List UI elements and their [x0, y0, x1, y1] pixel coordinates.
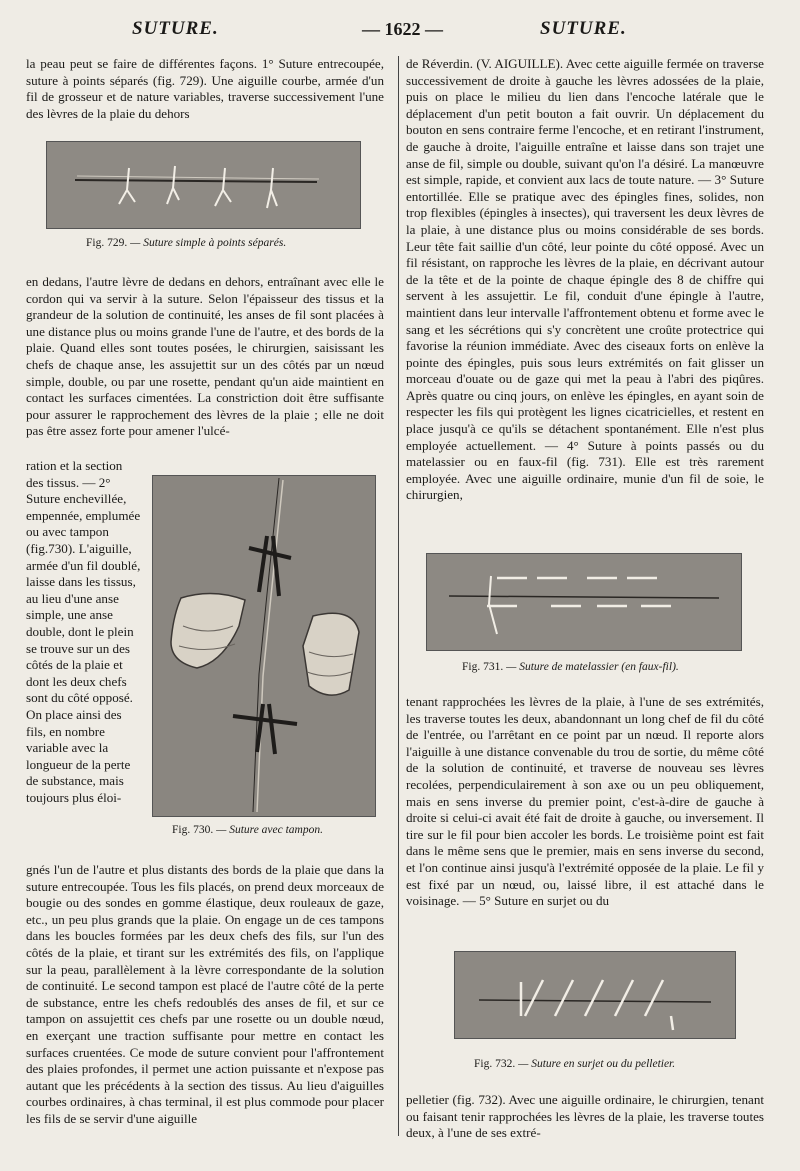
figure-729-number: Fig. 729. — [86, 237, 128, 249]
running-header — [0, 18, 800, 44]
figure-729-illustration — [46, 141, 361, 229]
header-left-title: SUTURE. — [132, 18, 219, 39]
col2-paragraph-3 — [406, 1092, 764, 1142]
figure-732-illustration — [454, 951, 736, 1039]
figure-732-caption-text: — Suture en surjet ou du pelletier. — [518, 1058, 676, 1070]
figure-731-number: Fig. 731. — [462, 661, 504, 673]
col1-text-4: gnés l'un de l'autre et plus distants des bords de la plaie que dans la suture entrecoupée. Tous les fils placés, on prend deux morceaux de bougie ou des sondes en gomme élastique, deux rouleaux de gaze, etc., un peu plus grands que la plaie. On engage un de ces tampons dans les boucles formées par les deux chefs des fils, sur l'un des côtés de la plaie, et tirant sur les extrémités des fils, on l'applique sur la peau, parallèlement à la lèvre correspondante de la solution de continuité. Le second tampon est placé de l'autre côté de la perte de substance, entre les chefs redoublés des anses de fil, et sur ce tampon on assujettit ces chefs par une rosette ou un double nœud, en exerçant une traction suffisante pour mettre en contact les surfaces cruentées. Ce mode de suture convient pour l'affrontement des plaies profondes, il permet une action puissante et n'expose pas autant que les précédents à la section des tissus. Au lieu d'aiguilles courbes ordinaires, à chas terminal, il est plus commode pour placer les fils de se servir d'une aiguille — [26, 862, 384, 1126]
header-right-title: SUTURE. — [540, 18, 627, 39]
suture-tampon-drawing — [153, 476, 375, 816]
suture-matelassier-drawing — [427, 554, 741, 650]
figure-731-caption — [462, 661, 679, 673]
figure-731-caption-text: — Suture de matelassier (en faux-fil). — [506, 661, 679, 673]
col1-paragraph-2 — [26, 274, 384, 440]
figure-732-number: Fig. 732. — [474, 1058, 516, 1070]
figure-729-caption-text: — Suture simple à points séparés. — [130, 237, 287, 249]
col1-text-2: en dedans, l'autre lèvre de dedans en dehors, entraînant avec elle le cordon qui va servir à la suture. Selon l'épaisseur des tissus et la grandeur de la solution de continuité, les anses de fil sont placées à une distance plus ou moins grande l'une de l'autre, et des bords de la plaie. Quand elles sont toutes posées, le chirurgien, saisissant les chefs de chaque anse, les assujettit sur un des côtés par un nœud simple, double, ou par une rosette, pendant qu'un aide maintient en contact les surfaces cimentées. La constriction doit être suffisante pour assurer le rapprochement des lèvres de la plaie ; elle ne doit pas être assez forte pour amener l'ulcé- — [26, 274, 384, 439]
page-number: — 1622 — — [362, 19, 443, 39]
col1-paragraph-1 — [26, 56, 384, 122]
col2-text-2: tenant rapprochées les lèvres de la plaie, à l'une de ses extrémités, les traverse toutes les deux, abandonnant un long chef de fil du côté de l'entrée, ou l'arrêtant en ce point par un nœud. Il reporte alors l'aiguille à une distance convenable du trou de sortie, du même côté de la solution de continuité, et traverse de nouveau ses lèvres recolées, perpendiculairement à son axe ou un peu obliquement, mais en sens inverse du premier point, c'est-à-dire de gauche à droite si celui-ci avait été fait de droite à gauche, ou inversement. Il tire sur le fil pour bien accoler les bords. Le troisième point est fait dans le même sens que le premier, mais en sens inverse du second, et l'on continue ainsi jusqu'à l'extrémité opposée de la plaie. Le fil y est fixé par un nœud, ou, laissé libre, il est attaché dans le voisinage. — 5° Suture en surjet ou du — [406, 694, 764, 909]
col2-paragraph-2 — [406, 694, 764, 910]
col2-paragraph-1 — [406, 56, 764, 504]
suture-simple-drawing — [47, 142, 360, 228]
figure-730-number: Fig. 730. — [172, 824, 214, 836]
figure-730-illustration — [152, 475, 376, 817]
figure-729-caption — [86, 237, 286, 249]
col1-text-3: ration et la section des tissus. — 2° Suture enchevillée, empennée, emplumée ou avec tampon (fig.730). L'aiguille, armée d'un fil doublé, laisse dans les tissus, au lieu d'une anse simple, une anse double, dont le plein se trouve sur un des côtés de la plaie et dont les deux chefs sont du côté opposé. On place ainsi des fils, en nombre variable avec la longueur de la perte de substance, mais toujours plus éloi- — [26, 458, 141, 805]
figure-730-caption-text: — Suture avec tampon. — [216, 824, 323, 836]
col1-paragraph-4 — [26, 862, 384, 1128]
col1-text-1: la peau peut se faire de différentes façons. 1° Suture entrecoupée, suture à points séparés (fig. 729). Une aiguille courbe, armée d'un fil de grosseur et de nature variables, traverse successivement l'une des lèvres de la plaie du dehors — [26, 56, 384, 121]
col1-narrow-paragraph — [26, 458, 142, 806]
column-divider — [398, 56, 399, 1136]
col2-text-3: pelletier (fig. 732). Avec une aiguille ordinaire, le chirurgien, tenant ou faisant tenir rapprochées les lèvres de la plaie, les traverse toutes deux, à l'une de ses extré- — [406, 1092, 764, 1141]
col2-text-1: de Réverdin. (V. AIGUILLE). Avec cette aiguille fermée on traverse successivement de droite à gauche les lèvres adossées de la plaie, puis on place le milieu du lien dans l'encoche latérale que le déplacement d'un petit bouton a fait ouvrir. Un déplacement du bouton en sens contraire ferme l'encoche, et en retirant l'instrument, de gauche à droite, l'aiguille entraîne et laisse dans son trajet une anse de fil, simple ou double, suivant qu'on l'a désiré. La manœuvre est simple, rapide, et convient aux lacs de toute nature. — 3° Suture entortillée. Elle se pratique avec des épingles fines, solides, non trop flexibles (épingles à insectes), qui traversent les deux lèvres de la plaie, à une distance plus ou moins considérable de ses bords. Leur tête fait saillie d'un côté, leur pointe du côté opposé. Avec un fil résistant, on rapproche les lèvres de la plaie, en décrivant autour de la tête et de la pointe de chaque épingle des 8 de chiffre qui servent à les assujettir. Le fil, conduit d'une épingle à l'autre, maintient dans leur intervalle l'affrontement obtenu et forme avec le sang et les sécrétions qui s'y concrètent une croûte protectrice qui favorise la réunion immédiate. Avec des ciseaux forts on enlève la pointe des épingles, puis sous leurs extrémités on fait glisser un morceau d'ouate ou de gaze qui met la peau à l'abri des piqûres. Après quatre ou cinq jours, on enlève les épingles, en ayant soin de respecter les fils qui protègent les lignes cicatricielles, et restent en place jusqu'à ce qu'ils se détachent spontanément. Elle n'est plus employée actuellement. — 4° Suture à points passés ou du matelassier ou en faux-fil (fig. 731). Elle est très rarement employée. Avec une aiguille ordinaire, munie d'un fil de soie, le chirurgien, — [406, 56, 764, 503]
suture-surjet-drawing — [455, 952, 735, 1038]
figure-732-caption — [474, 1058, 675, 1070]
figure-730-caption — [172, 824, 323, 836]
figure-731-illustration — [426, 553, 742, 651]
